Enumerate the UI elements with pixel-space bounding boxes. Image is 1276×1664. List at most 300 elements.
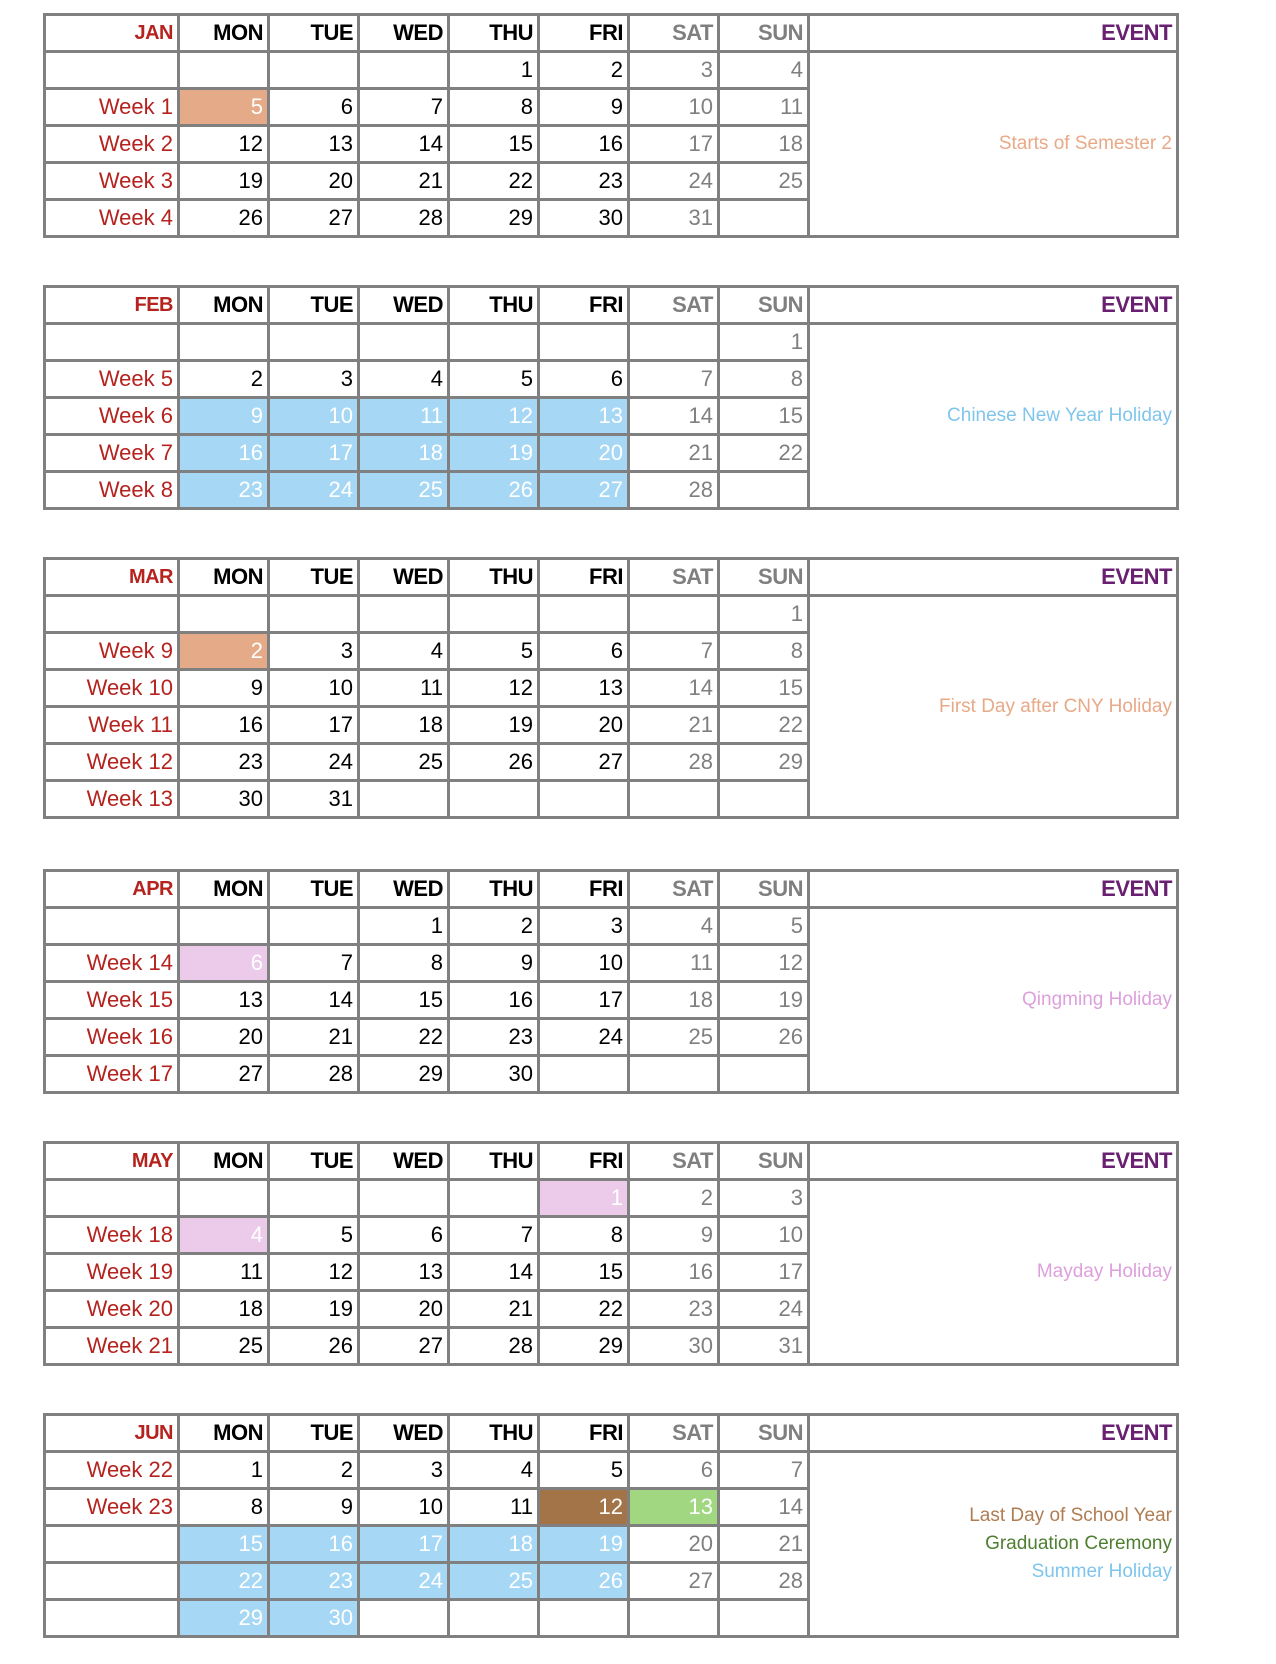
month-label: MAY [45, 1143, 179, 1180]
event-header: EVENT [809, 287, 1178, 324]
day-cell-wed: 22 [359, 1019, 449, 1056]
day-cell-sat: 31 [629, 200, 719, 237]
day-cell-sun: 26 [719, 1019, 809, 1056]
day-header-mon: MON [179, 287, 269, 324]
header-row [45, 559, 1178, 596]
day-header-sat: SAT [629, 15, 719, 52]
week-label [45, 596, 179, 633]
day-cell-mon [179, 52, 269, 89]
day-header-fri: FRI [539, 1415, 629, 1452]
day-cell-fri: 20 [539, 435, 629, 472]
day-header-tue: TUE [269, 15, 359, 52]
day-cell-mon: 23 [179, 744, 269, 781]
week-label: Week 9 [45, 633, 179, 670]
day-cell-wed: 15 [359, 982, 449, 1019]
day-cell-tue: 24 [269, 744, 359, 781]
day-cell-fri: 27 [539, 472, 629, 509]
day-cell-tue [269, 596, 359, 633]
day-cell-fri: 12 [539, 1489, 629, 1526]
day-header-wed: WED [359, 1143, 449, 1180]
day-cell-sat [629, 1056, 719, 1093]
day-cell-sat [629, 596, 719, 633]
day-cell-fri: 1 [539, 1180, 629, 1217]
day-header-fri: FRI [539, 871, 629, 908]
week-label: Week 7 [45, 435, 179, 472]
day-cell-sun [719, 472, 809, 509]
day-header-fri: FRI [539, 1143, 629, 1180]
week-label: Week 17 [45, 1056, 179, 1093]
day-header-sun: SUN [719, 1143, 809, 1180]
day-cell-fri: 2 [539, 52, 629, 89]
month-table-feb [43, 285, 1179, 510]
day-cell-mon [179, 908, 269, 945]
day-header-tue: TUE [269, 559, 359, 596]
day-cell-wed: 10 [359, 1489, 449, 1526]
day-header-thu: THU [449, 1143, 539, 1180]
week-label: Week 13 [45, 781, 179, 818]
day-cell-mon: 9 [179, 670, 269, 707]
day-cell-sat: 24 [629, 163, 719, 200]
day-cell-fri [539, 1600, 629, 1637]
day-cell-thu: 2 [449, 908, 539, 945]
day-cell-wed [359, 52, 449, 89]
day-cell-sat: 16 [629, 1254, 719, 1291]
day-cell-fri: 6 [539, 633, 629, 670]
event-text: Chinese New Year Holiday [947, 405, 1172, 426]
day-cell-tue: 3 [269, 361, 359, 398]
week-row [45, 596, 1178, 633]
day-cell-tue: 10 [269, 670, 359, 707]
day-cell-thu: 4 [449, 1452, 539, 1489]
day-cell-sat [629, 324, 719, 361]
day-header-tue: TUE [269, 287, 359, 324]
day-cell-thu [449, 324, 539, 361]
week-label: Week 4 [45, 200, 179, 237]
day-cell-sat: 30 [629, 1328, 719, 1365]
week-label: Week 23 [45, 1489, 179, 1526]
month-table-apr [43, 869, 1179, 1094]
day-header-thu: THU [449, 871, 539, 908]
week-label: Week 2 [45, 126, 179, 163]
month-table-jan [43, 13, 1179, 238]
day-cell-sat: 9 [629, 1217, 719, 1254]
day-cell-sat: 4 [629, 908, 719, 945]
day-cell-fri: 6 [539, 361, 629, 398]
day-cell-tue: 3 [269, 633, 359, 670]
day-header-thu: THU [449, 15, 539, 52]
week-label: Week 21 [45, 1328, 179, 1365]
day-header-sat: SAT [629, 287, 719, 324]
day-cell-wed: 1 [359, 908, 449, 945]
day-header-wed: WED [359, 1415, 449, 1452]
day-cell-sat: 20 [629, 1526, 719, 1563]
day-cell-sun: 8 [719, 633, 809, 670]
day-cell-thu: 5 [449, 633, 539, 670]
day-cell-sun: 31 [719, 1328, 809, 1365]
event-cell [809, 1180, 1178, 1365]
day-cell-thu: 26 [449, 472, 539, 509]
day-cell-sun [719, 200, 809, 237]
event-text: Summer Holiday [1031, 1561, 1172, 1582]
day-cell-tue: 27 [269, 200, 359, 237]
day-cell-sun [719, 781, 809, 818]
day-cell-fri: 9 [539, 89, 629, 126]
day-header-sun: SUN [719, 287, 809, 324]
day-header-mon: MON [179, 559, 269, 596]
day-cell-wed [359, 1600, 449, 1637]
day-cell-mon: 1 [179, 1452, 269, 1489]
day-cell-mon: 20 [179, 1019, 269, 1056]
day-cell-thu [449, 1180, 539, 1217]
day-cell-sun: 7 [719, 1452, 809, 1489]
day-cell-thu [449, 781, 539, 818]
day-cell-sun: 11 [719, 89, 809, 126]
day-cell-fri: 10 [539, 945, 629, 982]
day-cell-sun: 25 [719, 163, 809, 200]
week-row [45, 1180, 1178, 1217]
day-cell-wed: 8 [359, 945, 449, 982]
day-cell-fri: 23 [539, 163, 629, 200]
week-label: Week 5 [45, 361, 179, 398]
day-cell-wed: 21 [359, 163, 449, 200]
day-cell-mon: 8 [179, 1489, 269, 1526]
week-label: Week 20 [45, 1291, 179, 1328]
day-cell-wed: 11 [359, 398, 449, 435]
day-header-fri: FRI [539, 559, 629, 596]
week-label: Week 12 [45, 744, 179, 781]
day-cell-thu: 8 [449, 89, 539, 126]
day-cell-sun: 12 [719, 945, 809, 982]
day-cell-sat: 7 [629, 361, 719, 398]
day-cell-mon: 9 [179, 398, 269, 435]
week-label: Week 3 [45, 163, 179, 200]
day-header-wed: WED [359, 559, 449, 596]
event-header: EVENT [809, 871, 1178, 908]
event-text: Starts of Semester 2 [998, 133, 1172, 154]
week-label: Week 6 [45, 398, 179, 435]
day-cell-mon: 2 [179, 633, 269, 670]
day-cell-fri: 5 [539, 1452, 629, 1489]
day-cell-mon: 27 [179, 1056, 269, 1093]
day-cell-mon: 26 [179, 200, 269, 237]
day-cell-sat [629, 781, 719, 818]
day-cell-fri: 24 [539, 1019, 629, 1056]
day-cell-thu: 25 [449, 1563, 539, 1600]
day-header-sat: SAT [629, 1415, 719, 1452]
day-cell-thu: 18 [449, 1526, 539, 1563]
day-cell-mon: 29 [179, 1600, 269, 1637]
day-cell-sat: 28 [629, 744, 719, 781]
day-cell-sat: 25 [629, 1019, 719, 1056]
day-header-thu: THU [449, 1415, 539, 1452]
day-cell-wed: 29 [359, 1056, 449, 1093]
day-header-mon: MON [179, 15, 269, 52]
day-cell-sat: 14 [629, 398, 719, 435]
week-label [45, 1563, 179, 1600]
day-cell-wed [359, 781, 449, 818]
day-cell-thu [449, 596, 539, 633]
day-cell-mon: 19 [179, 163, 269, 200]
day-cell-thu: 12 [449, 398, 539, 435]
day-header-sat: SAT [629, 559, 719, 596]
day-cell-wed [359, 596, 449, 633]
day-cell-sun [719, 1600, 809, 1637]
day-cell-tue: 26 [269, 1328, 359, 1365]
day-cell-tue: 28 [269, 1056, 359, 1093]
day-cell-sat: 13 [629, 1489, 719, 1526]
month-table-may [43, 1141, 1179, 1366]
day-header-thu: THU [449, 559, 539, 596]
day-cell-sat: 17 [629, 126, 719, 163]
day-cell-fri: 19 [539, 1526, 629, 1563]
day-header-mon: MON [179, 1415, 269, 1452]
day-header-mon: MON [179, 871, 269, 908]
day-cell-wed: 13 [359, 1254, 449, 1291]
day-cell-wed: 28 [359, 200, 449, 237]
day-cell-tue: 6 [269, 89, 359, 126]
day-cell-fri: 15 [539, 1254, 629, 1291]
day-cell-sun: 14 [719, 1489, 809, 1526]
day-cell-mon: 16 [179, 707, 269, 744]
week-row [45, 324, 1178, 361]
header-row [45, 871, 1178, 908]
day-cell-mon [179, 1180, 269, 1217]
day-cell-fri [539, 596, 629, 633]
event-header: EVENT [809, 1143, 1178, 1180]
day-cell-thu: 7 [449, 1217, 539, 1254]
day-cell-fri [539, 324, 629, 361]
month-label: APR [45, 871, 179, 908]
day-cell-tue: 13 [269, 126, 359, 163]
day-cell-tue: 5 [269, 1217, 359, 1254]
day-cell-thu: 26 [449, 744, 539, 781]
month-label: MAR [45, 559, 179, 596]
day-cell-wed: 11 [359, 670, 449, 707]
event-text: Graduation Ceremony [985, 1533, 1172, 1554]
day-cell-sat: 18 [629, 982, 719, 1019]
day-cell-sat: 7 [629, 633, 719, 670]
day-cell-thu: 1 [449, 52, 539, 89]
day-cell-fri: 26 [539, 1563, 629, 1600]
day-cell-sat: 3 [629, 52, 719, 89]
day-header-tue: TUE [269, 871, 359, 908]
day-cell-sun: 18 [719, 126, 809, 163]
day-header-sun: SUN [719, 1415, 809, 1452]
day-cell-thu: 5 [449, 361, 539, 398]
day-cell-tue: 16 [269, 1526, 359, 1563]
header-row [45, 1415, 1178, 1452]
day-cell-fri: 13 [539, 398, 629, 435]
day-cell-sun: 1 [719, 324, 809, 361]
day-cell-wed [359, 1180, 449, 1217]
day-cell-fri: 30 [539, 200, 629, 237]
day-cell-tue [269, 324, 359, 361]
day-cell-fri: 20 [539, 707, 629, 744]
day-cell-tue: 20 [269, 163, 359, 200]
week-label: Week 14 [45, 945, 179, 982]
day-cell-tue: 19 [269, 1291, 359, 1328]
day-cell-tue: 2 [269, 1452, 359, 1489]
day-cell-sun: 17 [719, 1254, 809, 1291]
week-label: Week 16 [45, 1019, 179, 1056]
day-cell-thu: 28 [449, 1328, 539, 1365]
day-cell-thu: 21 [449, 1291, 539, 1328]
day-cell-sun [719, 1056, 809, 1093]
day-cell-fri: 29 [539, 1328, 629, 1365]
day-cell-sun: 5 [719, 908, 809, 945]
day-cell-thu: 11 [449, 1489, 539, 1526]
day-cell-mon: 11 [179, 1254, 269, 1291]
day-cell-tue: 12 [269, 1254, 359, 1291]
day-cell-mon: 18 [179, 1291, 269, 1328]
day-cell-mon [179, 596, 269, 633]
week-row [45, 52, 1178, 89]
day-cell-fri [539, 781, 629, 818]
day-cell-sun: 24 [719, 1291, 809, 1328]
day-cell-sat: 14 [629, 670, 719, 707]
day-header-wed: WED [359, 871, 449, 908]
week-row [45, 908, 1178, 945]
day-cell-wed [359, 324, 449, 361]
week-label: Week 8 [45, 472, 179, 509]
header-row [45, 15, 1178, 52]
day-cell-thu: 16 [449, 982, 539, 1019]
day-header-fri: FRI [539, 15, 629, 52]
day-cell-sat: 28 [629, 472, 719, 509]
week-label [45, 1600, 179, 1637]
day-cell-tue: 17 [269, 435, 359, 472]
event-header: EVENT [809, 15, 1178, 52]
day-cell-sat: 11 [629, 945, 719, 982]
month-label: JAN [45, 15, 179, 52]
week-label: Week 10 [45, 670, 179, 707]
day-cell-sun: 15 [719, 670, 809, 707]
day-cell-fri: 8 [539, 1217, 629, 1254]
day-cell-tue: 10 [269, 398, 359, 435]
month-label: JUN [45, 1415, 179, 1452]
day-cell-sat: 10 [629, 89, 719, 126]
day-cell-wed: 25 [359, 744, 449, 781]
day-header-wed: WED [359, 15, 449, 52]
day-cell-sat: 21 [629, 707, 719, 744]
day-cell-mon: 25 [179, 1328, 269, 1365]
day-cell-tue: 9 [269, 1489, 359, 1526]
day-cell-wed: 4 [359, 633, 449, 670]
day-cell-sun: 22 [719, 435, 809, 472]
day-cell-mon: 15 [179, 1526, 269, 1563]
week-label: Week 11 [45, 707, 179, 744]
day-header-wed: WED [359, 287, 449, 324]
day-cell-sat: 21 [629, 435, 719, 472]
day-cell-sun: 4 [719, 52, 809, 89]
event-text: Qingming Holiday [1022, 989, 1172, 1010]
header-row [45, 1143, 1178, 1180]
day-cell-thu: 30 [449, 1056, 539, 1093]
month-table-mar [43, 557, 1179, 819]
day-cell-wed: 25 [359, 472, 449, 509]
day-cell-fri: 27 [539, 744, 629, 781]
week-label: Week 18 [45, 1217, 179, 1254]
event-text: Last Day of School Year [969, 1505, 1172, 1526]
day-cell-sun: 15 [719, 398, 809, 435]
event-header: EVENT [809, 1415, 1178, 1452]
week-row [45, 1452, 1178, 1489]
day-header-fri: FRI [539, 287, 629, 324]
day-cell-wed: 18 [359, 435, 449, 472]
day-header-tue: TUE [269, 1143, 359, 1180]
day-header-sun: SUN [719, 871, 809, 908]
week-label: Week 1 [45, 89, 179, 126]
day-cell-mon [179, 324, 269, 361]
day-cell-thu: 9 [449, 945, 539, 982]
day-cell-sun: 3 [719, 1180, 809, 1217]
day-cell-tue [269, 908, 359, 945]
day-cell-tue [269, 1180, 359, 1217]
day-header-sun: SUN [719, 15, 809, 52]
day-cell-thu: 19 [449, 435, 539, 472]
day-cell-tue: 17 [269, 707, 359, 744]
day-cell-fri: 13 [539, 670, 629, 707]
day-cell-mon: 13 [179, 982, 269, 1019]
event-cell [809, 324, 1178, 509]
day-cell-fri: 17 [539, 982, 629, 1019]
day-cell-wed: 14 [359, 126, 449, 163]
event-cell [809, 596, 1178, 818]
header-row [45, 287, 1178, 324]
day-cell-tue: 7 [269, 945, 359, 982]
day-cell-sun: 1 [719, 596, 809, 633]
day-cell-mon: 22 [179, 1563, 269, 1600]
week-label [45, 324, 179, 361]
day-cell-mon: 2 [179, 361, 269, 398]
day-cell-thu: 14 [449, 1254, 539, 1291]
day-cell-sat: 2 [629, 1180, 719, 1217]
day-cell-tue: 24 [269, 472, 359, 509]
day-cell-sat: 23 [629, 1291, 719, 1328]
day-cell-wed: 24 [359, 1563, 449, 1600]
month-table-jun [43, 1413, 1179, 1638]
day-header-sat: SAT [629, 1143, 719, 1180]
week-label: Week 22 [45, 1452, 179, 1489]
day-cell-mon: 12 [179, 126, 269, 163]
day-cell-wed: 7 [359, 89, 449, 126]
day-header-thu: THU [449, 287, 539, 324]
day-cell-wed: 4 [359, 361, 449, 398]
day-cell-sat: 6 [629, 1452, 719, 1489]
week-label [45, 1180, 179, 1217]
day-cell-tue: 30 [269, 1600, 359, 1637]
day-cell-wed: 20 [359, 1291, 449, 1328]
day-cell-mon: 16 [179, 435, 269, 472]
day-cell-thu: 22 [449, 163, 539, 200]
month-label: FEB [45, 287, 179, 324]
day-cell-wed: 18 [359, 707, 449, 744]
day-cell-wed: 17 [359, 1526, 449, 1563]
event-header: EVENT [809, 559, 1178, 596]
day-cell-tue: 31 [269, 781, 359, 818]
day-cell-sun: 21 [719, 1526, 809, 1563]
day-cell-sat [629, 1600, 719, 1637]
day-cell-sun: 19 [719, 982, 809, 1019]
day-cell-mon: 6 [179, 945, 269, 982]
day-cell-fri [539, 1056, 629, 1093]
day-cell-thu: 29 [449, 200, 539, 237]
day-header-tue: TUE [269, 1415, 359, 1452]
day-cell-sun: 29 [719, 744, 809, 781]
day-cell-mon: 23 [179, 472, 269, 509]
event-text: First Day after CNY Holiday [939, 695, 1172, 717]
day-cell-thu [449, 1600, 539, 1637]
